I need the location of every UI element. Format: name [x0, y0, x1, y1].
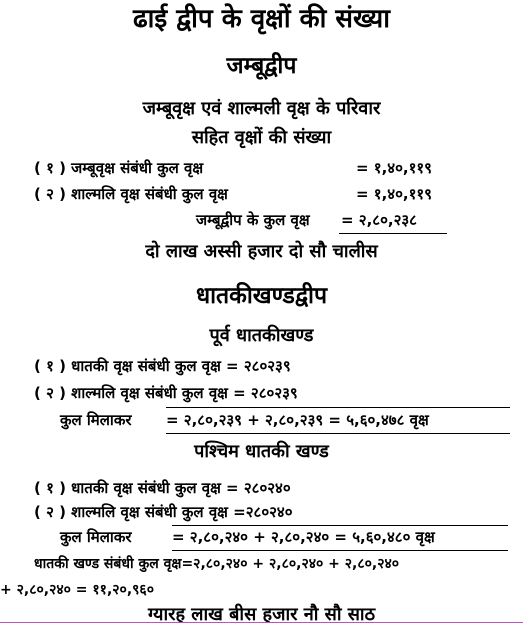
total-rule	[339, 233, 447, 234]
jambu-subheading-line-1: जम्बूवृक्ष एवं शाल्मली वृक्ष के परिवार	[142, 98, 381, 119]
dhataki-grand-total-line-2: + २,८०,२४० = ११,२०,९६०	[0, 582, 154, 598]
west-dhataki-row-1: ( १ ) धातकी वृक्ष संबंधी कुल वृक्ष = २८०२४०	[34, 479, 291, 497]
east-sum-value: = २,८०,२३९ + २,८०,२३९ = ५,६०,४७८ वृक्ष	[166, 411, 429, 429]
page-boundary-line	[0, 622, 523, 623]
dhataki-grand-total-in-words: ग्यारह लाख बीस हजार नौ सौ साठ	[147, 604, 376, 625]
jambu-total-value: = २,८०,२३८	[341, 211, 417, 229]
jambudvipa-heading: जम्बूद्वीप	[226, 53, 297, 79]
jambu-subheading-line-2: सहित वृक्षों की संख्या	[191, 127, 332, 148]
jambu-total-label: जम्बूद्वीप के कुल वृक्ष	[196, 211, 310, 229]
west-sum-overline	[172, 525, 508, 526]
west-dhataki-row-2: ( २ ) शाल्मलि वृक्ष संबंधी कुल वृक्ष =२८०२४०	[34, 503, 293, 521]
east-dhataki-row-1: ( १ ) धातकी वृक्ष संबंधी कुल वृक्ष = २८०२३९	[34, 357, 291, 375]
shalmali-tree-row-label: ( २ ) शाल्मलि वृक्ष संबंधी कुल वृक्ष	[34, 185, 228, 203]
east-sum-label: कुल मिलाकर	[60, 411, 132, 429]
west-sum-label: कुल मिलाकर	[60, 528, 132, 546]
east-sum-overline	[166, 407, 510, 408]
east-dhataki-heading: पूर्व धातकीखण्ड	[209, 325, 314, 346]
jambu-tree-row-label: ( १ ) जम्बूवृक्ष संबंधी कुल वृक्ष	[34, 159, 204, 177]
shalmali-tree-row-value: = १,४०,११९	[356, 185, 432, 203]
jambu-tree-row-value: = १,४०,११९	[356, 159, 432, 177]
dhataki-grand-total-line-1: धातकी खण्ड संबंधी कुल वृक्ष=२,८०,२४० + २,८०,२४० + २,८०,२४०	[34, 556, 400, 572]
west-sum-value: = २,८०,२४० + २,८०,२४० = ५,६०,४८० वृक्ष	[172, 528, 435, 546]
dhatakikhanda-heading: धातकीखण्डद्वीप	[195, 283, 328, 309]
west-sum-underline	[172, 550, 508, 551]
page-title: ढाई द्वीप के वृक्षों की संख्या	[133, 4, 390, 34]
east-sum-underline	[166, 433, 510, 434]
west-dhataki-heading: पश्चिम धातकी खण्ड	[194, 441, 329, 462]
jambu-total-in-words: दो लाख अस्सी हजार दो सौ चालीस	[145, 241, 378, 262]
east-dhataki-row-2: ( २ ) शाल्मलि वृक्ष संबंधी कुल वृक्ष = २८०२३९	[34, 384, 298, 402]
